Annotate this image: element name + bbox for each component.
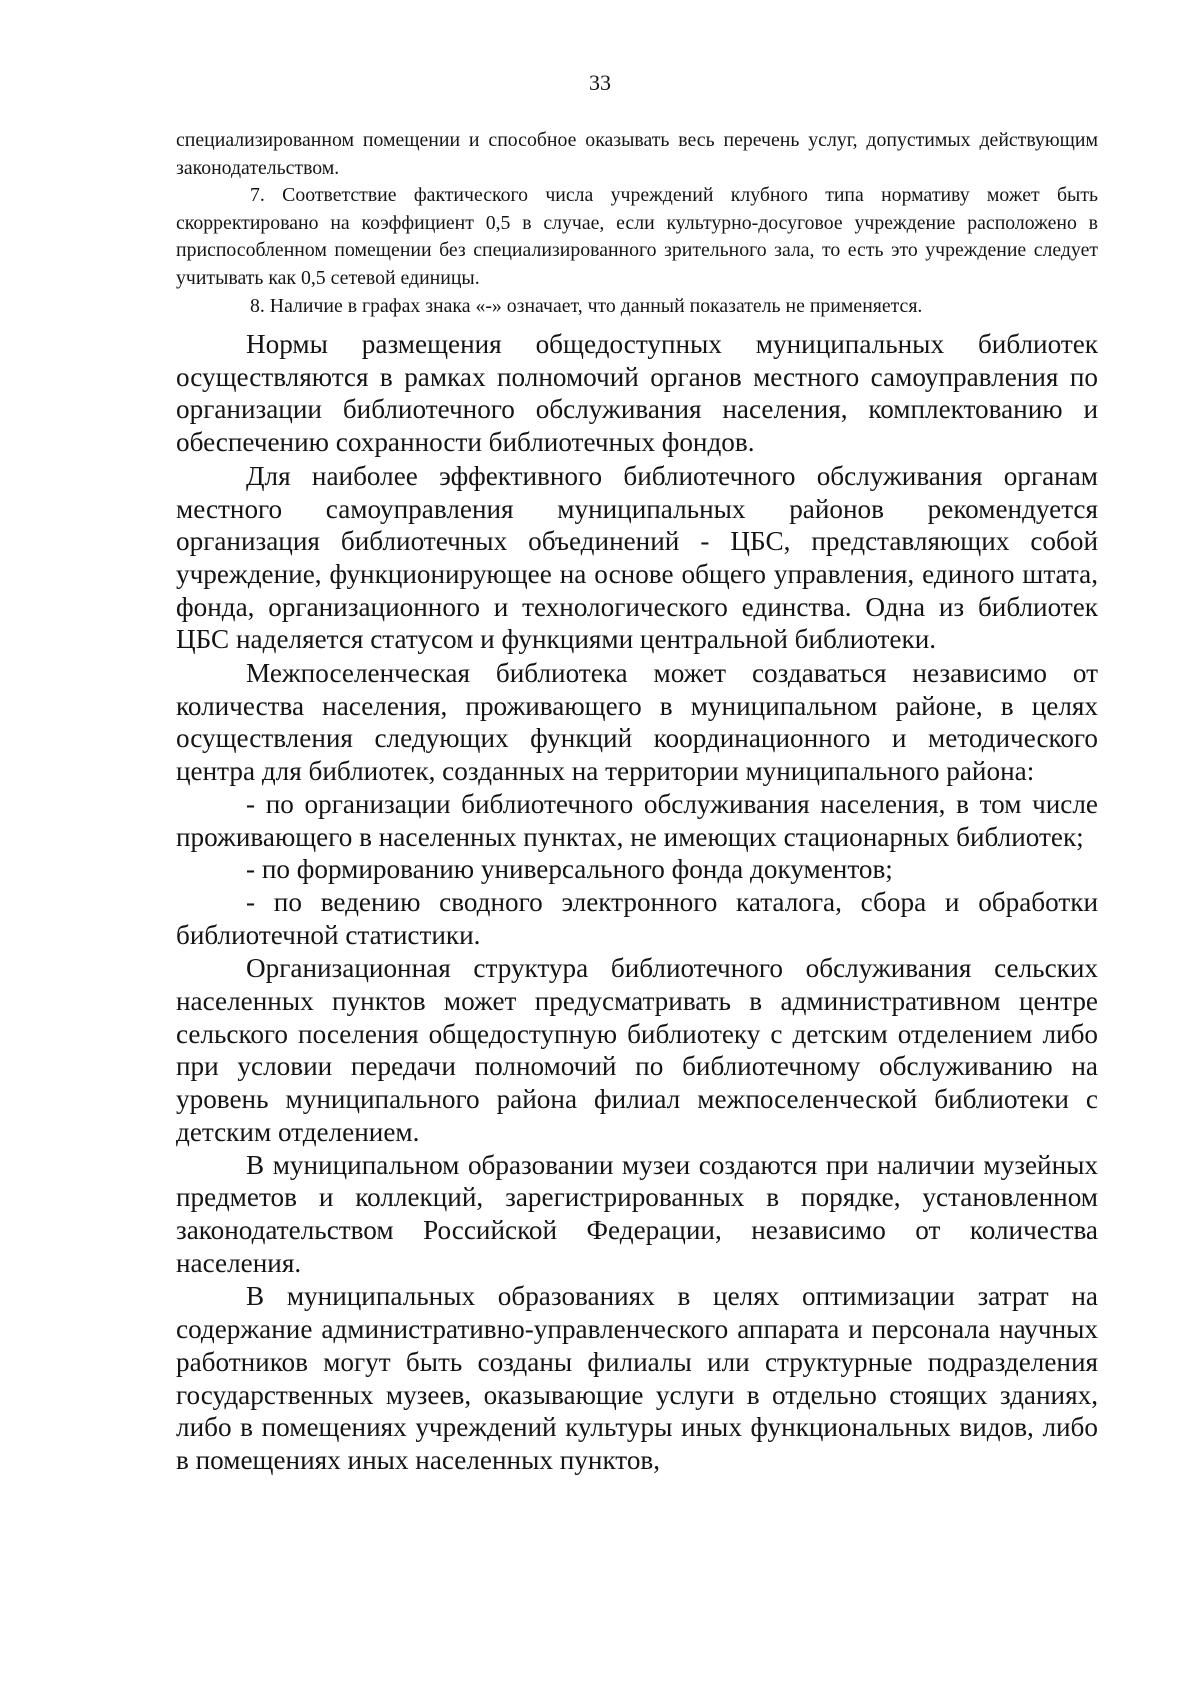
paragraph-museums: В муниципальном образовании музеи создаются при наличии музейных предметов и коллекций, зарегистрированных в порядке, установленном законодательством Российской Федерации, независимо от количества населения. bbox=[176, 1149, 1098, 1278]
paragraph-museum-branches: В муниципальных образованиях в целях оптимизации затрат на содержание административно-управленческого аппарата и персонала научных работников могут быть созданы филиалы или структурные подразделения государственных музеев, оказывающие услуги в отдельно стоящих зданиях, либо в помещениях учреждений культуры иных функциональных видов, либо в помещениях иных населенных пунктов, bbox=[176, 1281, 1098, 1475]
list-item-service-organization: - по организации библиотечного обслуживания населения, в том числе проживающего в населенных пунктах, не имеющих стационарных библиотек; bbox=[176, 788, 1098, 852]
paragraph-library-norms: Нормы размещения общедоступных муниципальных библиотек осуществляются в рамках полномочий органов местного самоуправления по организации библиотечного обслуживания населения, комплектованию и обеспечению сохранности библиотечных фондов. bbox=[176, 329, 1098, 458]
paragraph-intersettlement-library: Межпоселенческая библиотека может создаваться независимо от количества населения, проживающего в муниципальном районе, в целях осуществления следующих функций координационного и методического центра для библиотек, созданных на территории муниципального района: bbox=[176, 658, 1098, 787]
main-text bbox=[176, 328, 1098, 1478]
paragraph-cbs: Для наиболее эффективного библиотечного обслуживания органам местного самоуправления муниципальных районов рекомендуется организация библиотечных объединений - ЦБС, представляющих собой учреждение, функционирующее на основе общего управления, единого штата, фонда, организационного и технологического единства. Одна из библиотек ЦБС наделяется статусом и функциями центральной библиотеки. bbox=[176, 460, 1098, 655]
note-continuation: специализированном помещении и способное оказывать весь перечень услуг, допустимых действующим законодательством. bbox=[176, 129, 1098, 179]
note-8: 8. Наличие в графах знака «-» означает, что данный показатель не применяется. bbox=[250, 294, 923, 317]
page-number: 33 bbox=[589, 70, 611, 95]
note-7: 7. Соответствие фактического числа учреждений клубного типа нормативу может быть скорректировано на коэффициент 0,5 в случае, если культурно-досуговое учреждение расположено в приспособленном помещении без специализированного зрительного зала, то есть это учреждение следует учитывать как 0,5 сетевой единицы. bbox=[176, 184, 1098, 289]
list-item-electronic-catalog: - по ведению сводного электронного каталога, сбора и обработки библиотечной статистики. bbox=[176, 886, 1098, 950]
paragraph-rural-structure: Организационная структура библиотечного обслуживания сельских населенных пунктов может предусматривать в административном центре сельского поселения общедоступную библиотеку с детским отделением либо при условии передачи полномочий по библиотечному обслуживанию на уровень муниципального района филиал межпоселенческой библиотеки с детским отделением. bbox=[176, 953, 1098, 1147]
notes-block bbox=[176, 127, 1098, 320]
list-item-universal-fund: - по формированию универсального фонда документов; bbox=[246, 854, 893, 885]
